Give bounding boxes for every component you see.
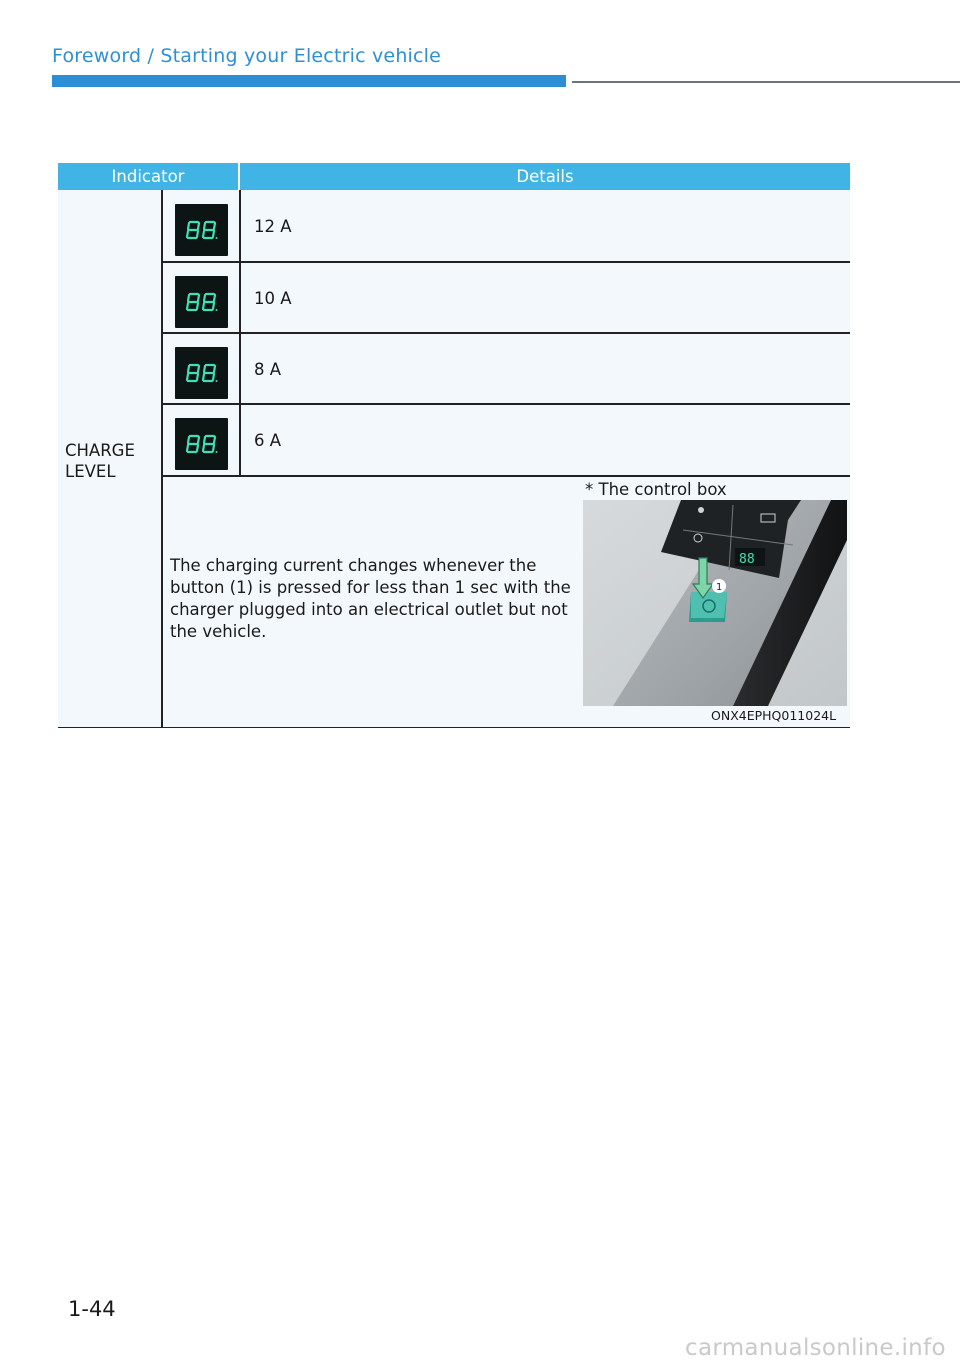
column-header-indicator: Indicator [111,167,185,186]
charge-level-display-icon [175,276,228,328]
table-row [162,262,850,333]
description-text: The charging current changes whenever the button (1) is pressed for less than 1 sec with the charger plugged into an electrical outlet but not the vehicle. [170,556,571,641]
page-number: 1-44 [68,1297,116,1321]
table-row [162,404,850,475]
svg-text:1: 1 [716,582,723,593]
table-header [58,163,850,190]
table-row [162,190,850,261]
svg-text:88: 88 [739,552,755,567]
table-row [162,333,850,404]
header-accent-bar [52,75,566,87]
charge-level-display-icon [175,347,228,399]
current-value: 6 A [254,431,282,450]
watermark: carmanualsonline.info [685,1335,946,1361]
image-note: * The control box [585,480,727,499]
image-caption: ONX4EPHQ011024L [711,708,837,723]
column-header-details: Details [516,167,574,186]
current-value: 8 A [254,360,282,379]
current-value: 10 A [254,289,292,308]
table-body [58,190,850,728]
section-title: Foreword / Starting your Electric vehicle [52,45,442,67]
charge-level-display-icon [175,204,228,256]
indicator-label: CHARGE LEVEL [65,441,135,481]
row-divider [162,475,850,477]
charge-level-display-icon [175,418,228,470]
control-box-illustration [583,500,847,706]
current-value: 12 A [254,217,292,236]
header-rule [572,81,960,83]
